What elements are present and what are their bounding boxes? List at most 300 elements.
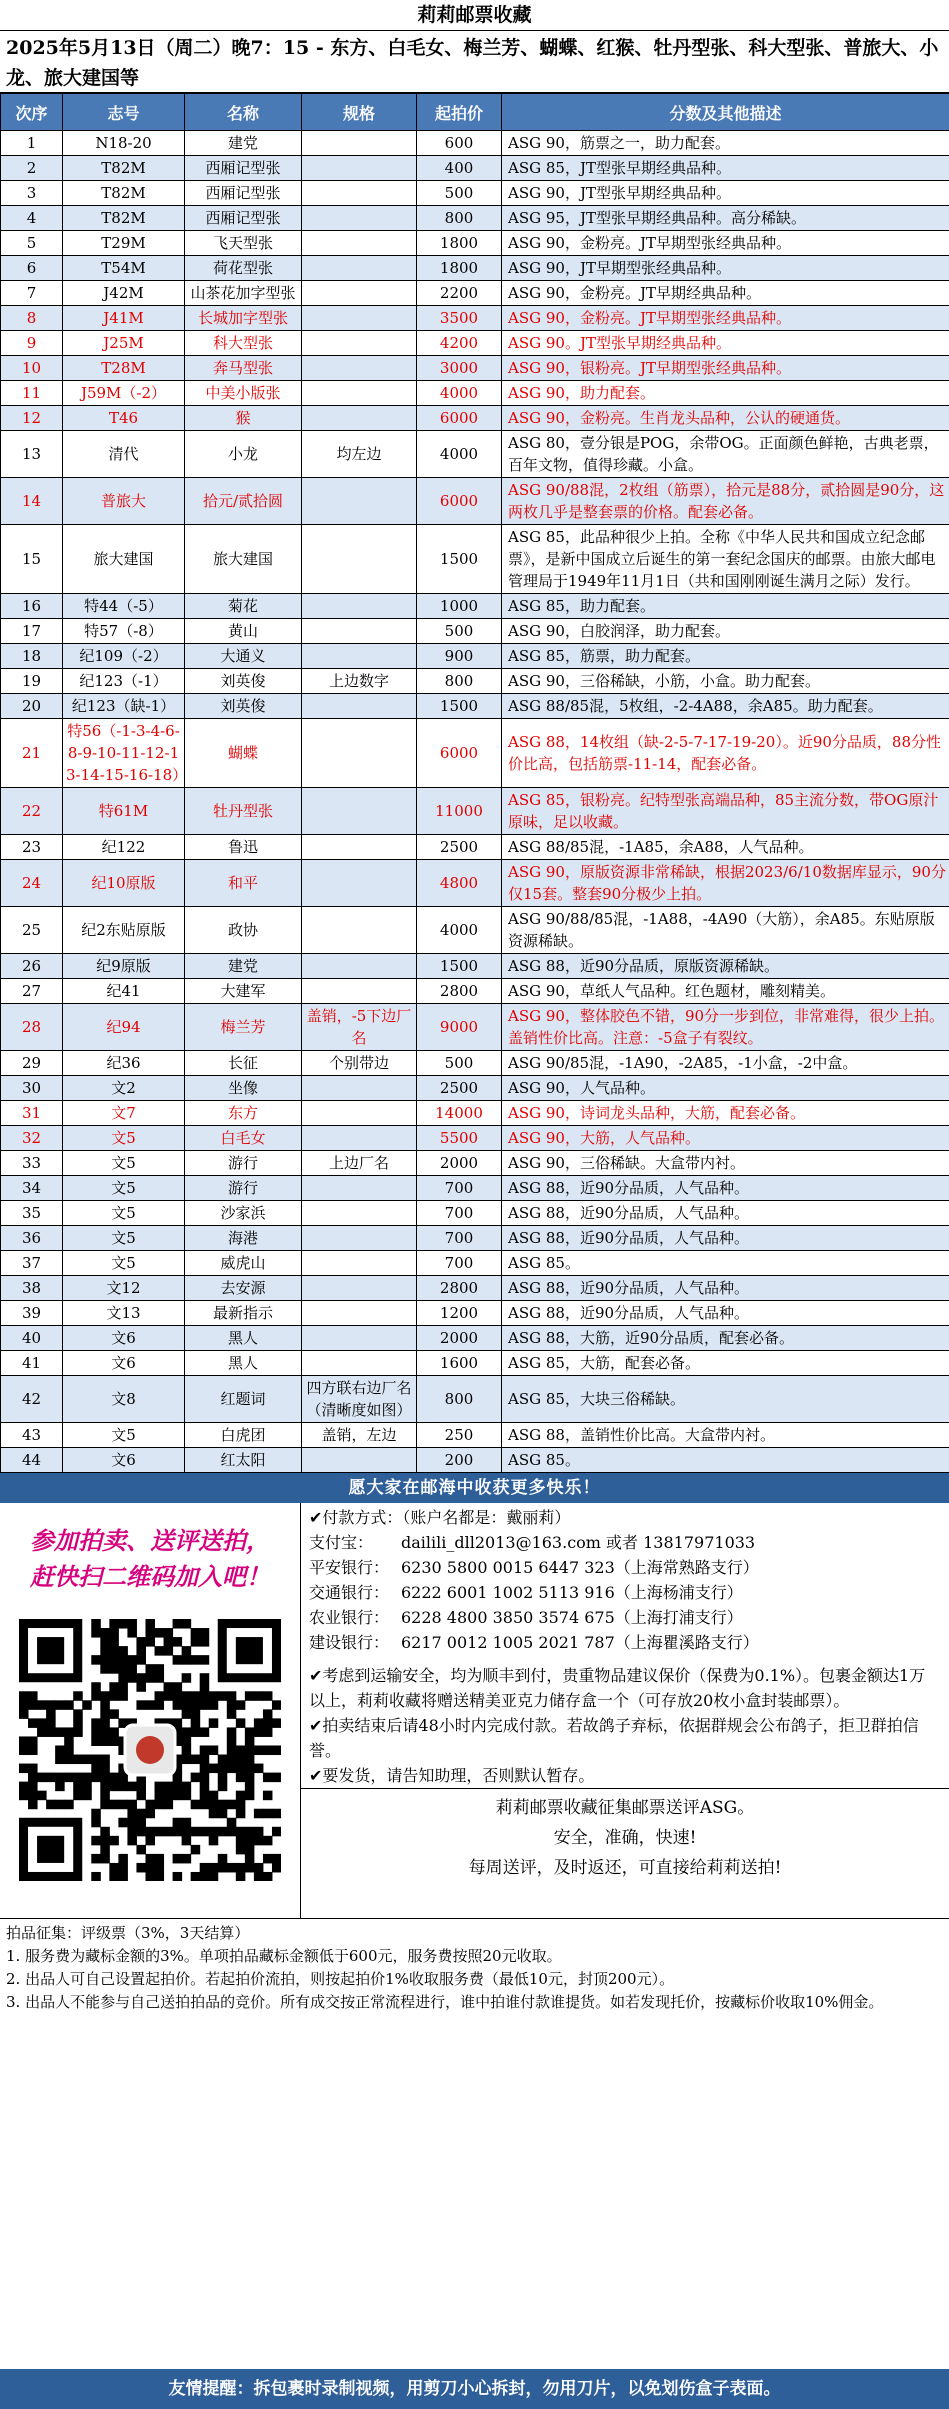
lot-start-price: 700 — [417, 1201, 502, 1226]
lot-number: 31 — [1, 1101, 63, 1126]
bank-row — [309, 1605, 941, 1630]
info-panel — [0, 1503, 949, 1919]
table-row — [1, 1326, 949, 1351]
note-delivery: ✔要发货，请告知助理，否则默认暂存。 — [309, 1766, 595, 1785]
table-row — [1, 1351, 949, 1376]
lot-start-price: 700 — [417, 1176, 502, 1201]
lot-spec — [302, 231, 417, 256]
lot-code: 纪109（-2） — [63, 644, 185, 669]
lot-spec — [302, 1301, 417, 1326]
lot-spec — [302, 306, 417, 331]
table-row — [1, 1301, 949, 1326]
lot-number: 29 — [1, 1051, 63, 1076]
table-row — [1, 1176, 949, 1201]
lot-description: ASG 80，壹分银是POG，余带OG。正面颜色鲜艳，古典老票，百年文物，值得珍藏。小盒。 — [502, 431, 949, 478]
table-row — [1, 525, 949, 594]
lot-name: 西厢记型张 — [185, 181, 302, 206]
lot-description: ASG 90，人气品种。 — [502, 1076, 949, 1101]
lot-number: 43 — [1, 1423, 63, 1448]
lot-name: 东方 — [185, 1101, 302, 1126]
lot-code: 特56（-1-3-4-6-8-9-10-11-12-13-14-15-16-18） — [63, 719, 185, 788]
lot-number: 24 — [1, 860, 63, 907]
table-row — [1, 1276, 949, 1301]
join-panel — [0, 1503, 301, 1918]
lot-code: T82M — [63, 156, 185, 181]
lot-start-price: 700 — [417, 1226, 502, 1251]
lot-name: 菊花 — [185, 594, 302, 619]
lot-spec — [302, 406, 417, 431]
lot-name: 荷花型张 — [185, 256, 302, 281]
lot-number: 28 — [1, 1004, 63, 1051]
lot-code: 文5 — [63, 1151, 185, 1176]
lot-name: 红太阳 — [185, 1448, 302, 1473]
lot-number: 5 — [1, 231, 63, 256]
table-row — [1, 1448, 949, 1473]
lot-name: 威虎山 — [185, 1251, 302, 1276]
lot-name: 西厢记型张 — [185, 206, 302, 231]
lot-start-price: 1800 — [417, 231, 502, 256]
lot-number: 36 — [1, 1226, 63, 1251]
lot-spec — [302, 1251, 417, 1276]
lot-spec — [302, 979, 417, 1004]
shipping-notes — [301, 1657, 949, 1788]
lot-start-price: 400 — [417, 156, 502, 181]
lot-name: 游行 — [185, 1176, 302, 1201]
lot-code: J25M — [63, 331, 185, 356]
table-row — [1, 907, 949, 954]
lot-spec — [302, 281, 417, 306]
lot-number: 27 — [1, 979, 63, 1004]
lot-name: 旅大建国 — [185, 525, 302, 594]
lot-spec — [302, 907, 417, 954]
lot-start-price: 700 — [417, 1251, 502, 1276]
lot-spec: 盖销，左边 — [302, 1423, 417, 1448]
bank-row — [309, 1630, 941, 1655]
lot-spec — [302, 1351, 417, 1376]
lot-description: ASG 90，JT早期型张经典品种。 — [502, 256, 949, 281]
lot-description: ASG 90，诗词龙头品种，大筋，配套必备。 — [502, 1101, 949, 1126]
asg-line-3: 每周送评，及时返还，可直接给莉莉送拍! — [468, 1858, 782, 1878]
lot-code: 普旅大 — [63, 478, 185, 525]
lot-description: ASG 88，近90分品质，人气品种。 — [502, 1201, 949, 1226]
bank-row — [309, 1580, 941, 1605]
lot-spec — [302, 181, 417, 206]
lot-code: 纪10原版 — [63, 860, 185, 907]
bank-account: 6217 0012 1005 2021 787（上海瞿溪路支行） — [401, 1633, 759, 1652]
lot-number: 19 — [1, 669, 63, 694]
lot-start-price: 4000 — [417, 907, 502, 954]
lot-name: 游行 — [185, 1151, 302, 1176]
lot-code: 文5 — [63, 1126, 185, 1151]
lot-description: ASG 90，金粉亮。JT早期型张经典品种。 — [502, 306, 949, 331]
table-row — [1, 306, 949, 331]
lot-code: 特61M — [63, 788, 185, 835]
lot-code: 文13 — [63, 1301, 185, 1326]
table-row — [1, 1376, 949, 1423]
lot-description: ASG 90，金粉亮。JT早期经典品种。 — [502, 281, 949, 306]
lot-start-price: 500 — [417, 1051, 502, 1076]
lot-name: 和平 — [185, 860, 302, 907]
lot-name: 白虎团 — [185, 1423, 302, 1448]
lot-spec — [302, 381, 417, 406]
lot-description: ASG 90/85混，-1A90，-2A85，-1小盒，-2中盒。 — [502, 1051, 949, 1076]
lot-description: ASG 85。 — [502, 1448, 949, 1473]
lot-code: T82M — [63, 206, 185, 231]
lot-name: 政协 — [185, 907, 302, 954]
lot-start-price: 600 — [417, 131, 502, 156]
lot-code: 文7 — [63, 1101, 185, 1126]
lot-code: T29M — [63, 231, 185, 256]
lot-start-price: 3000 — [417, 356, 502, 381]
lot-start-price: 250 — [417, 1423, 502, 1448]
lot-number: 16 — [1, 594, 63, 619]
lot-code: J41M — [63, 306, 185, 331]
terms-item: 1. 服务费为藏标金额的3%。单项拍品藏标金额低于600元，服务费按照20元收取。 — [6, 1947, 562, 1965]
lot-spec — [302, 1326, 417, 1351]
lot-start-price: 800 — [417, 206, 502, 231]
lot-number: 32 — [1, 1126, 63, 1151]
table-row — [1, 1251, 949, 1276]
lot-start-price: 200 — [417, 1448, 502, 1473]
lot-description: ASG 90，银粉亮。JT早期型张经典品种。 — [502, 356, 949, 381]
terms-item: 2. 出品人可自己设置起拍价。若起拍价流拍，则按起拍价1%收取服务费（最低10元，封顶200元）。 — [6, 1970, 675, 1988]
lot-name: 海港 — [185, 1226, 302, 1251]
lot-spec — [302, 954, 417, 979]
lot-name: 建党 — [185, 954, 302, 979]
lot-code: 文5 — [63, 1251, 185, 1276]
table-row — [1, 719, 949, 788]
table-row — [1, 669, 949, 694]
table-row — [1, 1076, 949, 1101]
note-payment-deadline: ✔拍卖结束后请48小时内完成付款。若故鸽子弃标，依据群规会公布鸽子，拒卫群拍信誉。 — [309, 1716, 919, 1760]
lot-name: 山茶花加字型张 — [185, 281, 302, 306]
table-row — [1, 1201, 949, 1226]
payment-alipay-row — [309, 1530, 941, 1555]
consignment-terms — [0, 1919, 949, 2017]
col-header-desc: 分数及其他描述 — [502, 94, 949, 131]
lot-spec — [302, 206, 417, 231]
table-row — [1, 206, 949, 231]
bank-label: 交通银行： — [309, 1583, 390, 1602]
lot-name: 红题词 — [185, 1376, 302, 1423]
lot-number: 22 — [1, 788, 63, 835]
lot-name: 梅兰芳 — [185, 1004, 302, 1051]
lot-name: 刘英俊 — [185, 669, 302, 694]
lot-spec — [302, 1076, 417, 1101]
lot-description: ASG 90，三俗稀缺，小筋，小盒。助力配套。 — [502, 669, 949, 694]
lot-spec: 四方联右边厂名（清晰度如图） — [302, 1376, 417, 1423]
table-row — [1, 619, 949, 644]
asg-line-2: 安全，准确，快速! — [553, 1828, 697, 1848]
lot-number: 13 — [1, 431, 63, 478]
lots-table — [0, 93, 949, 1473]
lot-description: ASG 88，14枚组（缺-2-5-7-17-19-20）。近90分品质，88分性价比高，包括筋票-11-14，配套必备。 — [502, 719, 949, 788]
lot-start-price: 1600 — [417, 1351, 502, 1376]
lot-description: ASG 85，JT型张早期经典品种。 — [502, 156, 949, 181]
lot-spec — [302, 1126, 417, 1151]
page-title: 莉莉邮票收藏 — [0, 0, 949, 31]
lot-code: 特57（-8） — [63, 619, 185, 644]
lot-number: 30 — [1, 1076, 63, 1101]
lot-start-price: 5500 — [417, 1126, 502, 1151]
lot-spec — [302, 331, 417, 356]
lot-description: ASG 90，筋票之一，助力配套。 — [502, 131, 949, 156]
lot-description: ASG 90，原版资源非常稀缺，根据2023/6/10数据库显示，90分仅15套。整套90分极少上拍。 — [502, 860, 949, 907]
lot-number: 15 — [1, 525, 63, 594]
lot-start-price: 6000 — [417, 719, 502, 788]
lot-spec — [302, 1448, 417, 1473]
table-row — [1, 644, 949, 669]
lot-spec — [302, 131, 417, 156]
lot-description: ASG 88/85混，5枚组，-2-4A88，余A85。助力配套。 — [502, 694, 949, 719]
lot-number: 25 — [1, 907, 63, 954]
table-row — [1, 788, 949, 835]
lot-description: ASG 88/85混，-1A85，余A88，人气品种。 — [502, 835, 949, 860]
lot-description: ASG 85，银粉亮。纪特型张高端品种，85主流分数，带OG原汁原味，足以收藏。 — [502, 788, 949, 835]
lot-name: 中美小版张 — [185, 381, 302, 406]
lot-code: 纪94 — [63, 1004, 185, 1051]
table-header-row — [1, 94, 949, 131]
lot-spec — [302, 1276, 417, 1301]
lot-code: 纪122 — [63, 835, 185, 860]
lot-name: 建党 — [185, 131, 302, 156]
lot-start-price: 2800 — [417, 1276, 502, 1301]
lot-code: T82M — [63, 181, 185, 206]
lot-name: 大建军 — [185, 979, 302, 1004]
table-row — [1, 1226, 949, 1251]
join-slogan-1: 参加拍卖、送评送拍， — [30, 1526, 270, 1555]
lot-start-price: 6000 — [417, 406, 502, 431]
lot-description: ASG 88，近90分品质，人气品种。 — [502, 1226, 949, 1251]
lot-spec: 均左边 — [302, 431, 417, 478]
lot-name: 科大型张 — [185, 331, 302, 356]
asg-service-box — [301, 1788, 949, 1883]
alipay-label: 支付宝： — [309, 1533, 374, 1552]
lot-start-price: 1200 — [417, 1301, 502, 1326]
lot-start-price: 2800 — [417, 979, 502, 1004]
lot-description: ASG 88，近90分品质，原版资源稀缺。 — [502, 954, 949, 979]
lot-start-price: 14000 — [417, 1101, 502, 1126]
lot-spec — [302, 1176, 417, 1201]
lot-spec — [302, 719, 417, 788]
table-row — [1, 381, 949, 406]
lot-start-price: 2000 — [417, 1326, 502, 1351]
lot-description: ASG 88，近90分品质，人气品种。 — [502, 1276, 949, 1301]
lot-description: ASG 85，助力配套。 — [502, 594, 949, 619]
lot-start-price: 3500 — [417, 306, 502, 331]
lot-start-price: 2000 — [417, 1151, 502, 1176]
payment-heading: ✔付款方式：（账户名都是：戴丽莉） — [309, 1508, 571, 1527]
payment-panel — [301, 1503, 949, 1918]
lot-name: 西厢记型张 — [185, 156, 302, 181]
lot-name: 小龙 — [185, 431, 302, 478]
lot-number: 14 — [1, 478, 63, 525]
table-row — [1, 979, 949, 1004]
table-row — [1, 231, 949, 256]
lot-code: 文6 — [63, 1351, 185, 1376]
lot-spec — [302, 835, 417, 860]
lot-number: 41 — [1, 1351, 63, 1376]
lot-name: 黄山 — [185, 619, 302, 644]
lot-name: 最新指示 — [185, 1301, 302, 1326]
lot-code: 文5 — [63, 1201, 185, 1226]
bank-label: 建设银行： — [309, 1633, 390, 1652]
lot-spec: 上边厂名 — [302, 1151, 417, 1176]
lot-number: 34 — [1, 1176, 63, 1201]
lot-spec — [302, 694, 417, 719]
lot-spec — [302, 525, 417, 594]
lot-spec: 盖销，-5下边厂名 — [302, 1004, 417, 1051]
lot-description: ASG 88，大筋，近90分品质，配套必备。 — [502, 1326, 949, 1351]
lot-start-price: 2500 — [417, 1076, 502, 1101]
table-row — [1, 1151, 949, 1176]
lot-name: 猴 — [185, 406, 302, 431]
lot-number: 10 — [1, 356, 63, 381]
lot-spec: 上边数字 — [302, 669, 417, 694]
lot-number: 35 — [1, 1201, 63, 1226]
bank-account: 6230 5800 0015 6447 323（上海常熟路支行） — [401, 1558, 759, 1577]
lot-name: 坐像 — [185, 1076, 302, 1101]
lot-number: 33 — [1, 1151, 63, 1176]
table-row — [1, 954, 949, 979]
lot-description: ASG 90，白胶润泽，助力配套。 — [502, 619, 949, 644]
qr-code[interactable] — [19, 1619, 281, 1881]
lot-number: 8 — [1, 306, 63, 331]
lot-start-price: 500 — [417, 619, 502, 644]
lot-spec — [302, 256, 417, 281]
lot-number: 39 — [1, 1301, 63, 1326]
lot-name: 去安源 — [185, 1276, 302, 1301]
lot-spec — [302, 1101, 417, 1126]
friendly-reminder: 友情提醒：拆包裹时录制视频，用剪刀小心拆封，勿用刀片，以免划伤盒子表面。 — [0, 2369, 949, 2409]
lot-start-price: 4800 — [417, 860, 502, 907]
lot-code: T54M — [63, 256, 185, 281]
lot-start-price: 6000 — [417, 478, 502, 525]
lot-code: J59M（-2） — [63, 381, 185, 406]
lot-description: ASG 90，金粉亮。生肖龙头品种，公认的硬通货。 — [502, 406, 949, 431]
lot-start-price: 1000 — [417, 594, 502, 619]
col-header-code: 志号 — [63, 94, 185, 131]
lot-start-price: 900 — [417, 644, 502, 669]
lot-number: 11 — [1, 381, 63, 406]
lot-name: 白毛女 — [185, 1126, 302, 1151]
lot-start-price: 2500 — [417, 835, 502, 860]
table-row — [1, 256, 949, 281]
table-row — [1, 1423, 949, 1448]
lot-code: 纪123（缺-1） — [63, 694, 185, 719]
lot-number: 7 — [1, 281, 63, 306]
table-row — [1, 594, 949, 619]
lot-description: ASG 90/88混，2枚组（筋票），拾元是88分，贰拾圆是90分，这两枚几乎是整套票的价格。配套必备。 — [502, 478, 949, 525]
lot-number: 6 — [1, 256, 63, 281]
lot-description: ASG 88，近90分品质，人气品种。 — [502, 1176, 949, 1201]
lot-spec — [302, 860, 417, 907]
lot-number: 26 — [1, 954, 63, 979]
bank-row — [309, 1555, 941, 1580]
lot-start-price: 1800 — [417, 256, 502, 281]
lot-description: ASG 90，金粉亮。JT早期型张经典品种。 — [502, 231, 949, 256]
lot-spec — [302, 788, 417, 835]
lot-name: 刘英俊 — [185, 694, 302, 719]
bank-account: 6228 4800 3850 3574 675（上海打浦支行） — [401, 1608, 743, 1627]
lot-description: ASG 85，此品种很少上拍。全称《中华人民共和国成立纪念邮票》，是新中国成立后诞生的第一套纪念国庆的邮票。由旅大邮电管理局于1949年11月1日（共和国刚刚诞生满月之际）发行。 — [502, 525, 949, 594]
lot-name: 长征 — [185, 1051, 302, 1076]
lot-number: 18 — [1, 644, 63, 669]
col-header-price: 起拍价 — [417, 94, 502, 131]
lot-start-price: 1500 — [417, 525, 502, 594]
payment-info — [301, 1503, 949, 1657]
lot-description: ASG 95，JT型张早期经典品种。高分稀缺。 — [502, 206, 949, 231]
lot-description: ASG 90，草纸人气品种。红色题材，雕刻精美。 — [502, 979, 949, 1004]
table-row — [1, 835, 949, 860]
lot-start-price: 11000 — [417, 788, 502, 835]
lot-code: 纪9原版 — [63, 954, 185, 979]
lot-code: 文5 — [63, 1176, 185, 1201]
lot-spec — [302, 356, 417, 381]
lot-spec — [302, 478, 417, 525]
table-row — [1, 860, 949, 907]
lot-number: 3 — [1, 181, 63, 206]
join-slogan-2: 赶快扫二维码加入吧！ — [30, 1562, 270, 1591]
lot-code: 旅大建国 — [63, 525, 185, 594]
lot-spec: 个别带边 — [302, 1051, 417, 1076]
lot-description: ASG 85，筋票，助力配套。 — [502, 644, 949, 669]
lot-number: 4 — [1, 206, 63, 231]
lot-name: 蝴蝶 — [185, 719, 302, 788]
asg-line-1: 莉莉邮票收藏征集邮票送评ASG。 — [495, 1798, 755, 1818]
lot-code: 文5 — [63, 1226, 185, 1251]
lot-description: ASG 90，助力配套。 — [502, 381, 949, 406]
qr-code-image — [19, 1619, 281, 1881]
lot-code: 文12 — [63, 1276, 185, 1301]
lot-name: 大通义 — [185, 644, 302, 669]
table-row — [1, 181, 949, 206]
lot-description: ASG 85，大筋，配套必备。 — [502, 1351, 949, 1376]
lot-code: N18-20 — [63, 131, 185, 156]
lot-code: 文6 — [63, 1326, 185, 1351]
table-row — [1, 1101, 949, 1126]
bank-label: 农业银行： — [309, 1608, 390, 1627]
page-subtitle: 2025年5月13日（周二）晚7：15 - 东方、白毛女、梅兰芳、蝴蝶、红猴、牡丹型张、科大型张、普旅大、小龙、旅大建国等 — [0, 31, 949, 93]
qr-avatar-figure — [136, 1736, 164, 1764]
lot-code: J42M — [63, 281, 185, 306]
lot-number: 38 — [1, 1276, 63, 1301]
lot-code: 纪2东贴原版 — [63, 907, 185, 954]
lot-spec — [302, 644, 417, 669]
lot-description: ASG 88，近90分品质，人气品种。 — [502, 1301, 949, 1326]
table-row — [1, 1126, 949, 1151]
table-row — [1, 156, 949, 181]
table-row — [1, 331, 949, 356]
lot-name: 鲁迅 — [185, 835, 302, 860]
lot-name: 飞天型张 — [185, 231, 302, 256]
lot-number: 37 — [1, 1251, 63, 1276]
lot-number: 44 — [1, 1448, 63, 1473]
lot-code: T46 — [63, 406, 185, 431]
lot-code: 文8 — [63, 1376, 185, 1423]
lot-name: 奔马型张 — [185, 356, 302, 381]
lot-code: T28M — [63, 356, 185, 381]
greeting-banner: 愿大家在邮海中收获更多快乐！ — [0, 1473, 949, 1503]
lot-start-price: 4000 — [417, 431, 502, 478]
table-row — [1, 694, 949, 719]
terms-heading: 拍品征集：评级票（3%，3天结算） — [6, 1924, 250, 1942]
lot-spec — [302, 619, 417, 644]
col-header-no: 次序 — [1, 94, 63, 131]
col-header-spec: 规格 — [302, 94, 417, 131]
table-row — [1, 356, 949, 381]
lot-code: 纪41 — [63, 979, 185, 1004]
